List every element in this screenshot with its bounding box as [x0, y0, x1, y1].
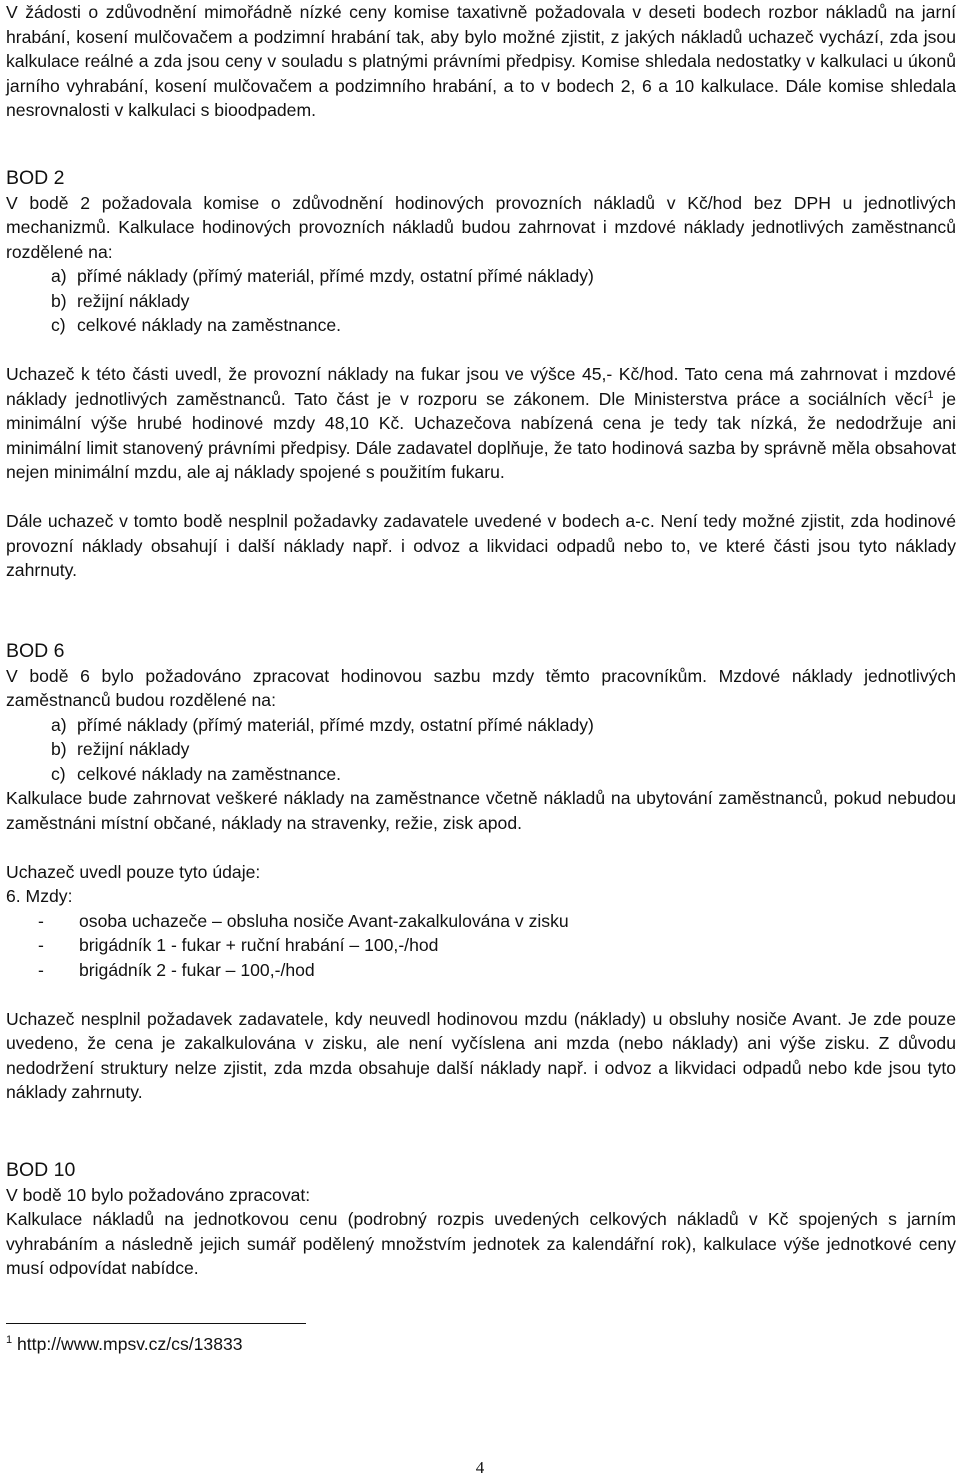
list-marker: -: [38, 935, 44, 955]
bod10-heading: BOD 10: [6, 1158, 76, 1181]
bod6-paragraph-2: Kalkulace bude zahrnovat veškeré náklady na zaměstnance včetně nákladů na ubytování zaměstnanců, pokud nebudou zaměstnáni místní občané, náklady na stravenky, režie, zisk apod.: [6, 788, 956, 833]
list-item: [6, 713, 956, 738]
list-text: osoba uchazeče – obsluha nosiče Avant-zakalkulována v zisku: [79, 910, 569, 931]
bod2-paragraph-1: V bodě 2 požadovala komise o zdůvodnění hodinových provozních nákladů v Kč/hod bez DPH u jednotlivých mechanizmů. Kalkulace hodinových provozních nákladů budou zahrnovat i mzdové náklady jednotlivých zaměstnanců rozdělené na:: [6, 192, 956, 262]
list-item: [6, 313, 956, 338]
document-page: [6, 0, 956, 1356]
bod6-paragraph-1: V bodě 6 bylo požadováno zpracovat hodinovou sazbu mzdy těmto pracovníkům. Mzdové náklady jednotlivých zaměstnanců budou rozdělené na:: [6, 665, 956, 710]
list-text: režijní náklady: [77, 739, 190, 759]
list-text: přímé náklady (přímý materiál, přímé mzdy, ostatní přímé náklady): [77, 714, 594, 735]
list-marker: -: [38, 910, 44, 931]
list-text: brigádník 2 - fukar – 100,-/hod: [79, 959, 315, 980]
bod2-heading: BOD 2: [6, 166, 65, 189]
bod6-paragraph-3: Uchazeč uvedl pouze tyto údaje:: [6, 861, 261, 882]
list-item: [6, 289, 956, 314]
bod6-wage-list: [6, 909, 956, 983]
footnote-separator: [6, 1323, 306, 1324]
list-text: režijní náklady: [77, 290, 190, 311]
list-item: [6, 762, 956, 787]
list-text: celkové náklady na zaměstnance.: [77, 315, 342, 335]
page-number: 4: [475, 1458, 485, 1477]
list-marker: c): [51, 763, 66, 784]
bod10-paragraph-1: V bodě 10 bylo požadováno zpracovat:: [6, 1184, 311, 1205]
bod6-paragraph-5: Uchazeč nesplnil požadavek zadavatele, kdy neuvedl hodinovou mzdu (náklady) u obsluhy nosiče Avant. Je zde pouze uvedeno, že cena je zakalkulována v zisku, ale není vyčíslena ani mzda (nebo náklady) ani výše zisku. Z důvodu nedodržení struktury nelze zjistit, zda mzda obsahuje další náklady např. i odvoz a likvidaci odpadů nebo kde jsou tyto náklady zahrnuty.: [6, 1008, 956, 1102]
intro-paragraph: V žádosti o zdůvodnění mimořádně nízké ceny komise taxativně požadovala v deseti bodech rozbor nákladů na jarní hrabání, kosení mulčovačem a podzimní hrabání tak, aby bylo možné zjistit, z jakých nákladů uchazeč vychází, zda jsou kalkulace reálné a zda jsou ceny v souladu s platnými právními předpisy. Komise shledala nedostatky v kalkulaci u úkonů jarního vyhrabání, kosení mulčovačem a podzimního hrabání, a to v bodech 2, 6 a 10 kalkulace. Dále komise shledala nesrovnalosti v kalkulaci s bioodpadem.: [6, 2, 956, 120]
list-text: celkové náklady na zaměstnance.: [77, 763, 342, 784]
list-item: [6, 933, 956, 958]
bod6-heading: BOD 6: [6, 639, 65, 662]
bod2-paragraph-2-start: Uchazeč k této části uvedl, že provozní náklady na fukar jsou ve výšce 45,- Kč/hod. Tato cena má zahrnovat i mzdové náklady jednotlivých zaměstnanců. Tato část je v rozporu se zákonem. Dle Ministerstva práce a sociálních věcí: [6, 364, 956, 409]
bod6-paragraph-4: 6. Mzdy:: [6, 886, 73, 906]
list-item: [6, 737, 956, 762]
list-text: přímé náklady (přímý materiál, přímé mzdy, ostatní přímé náklady): [77, 266, 594, 286]
list-marker: b): [51, 739, 67, 759]
footnote-marker: 1: [6, 1333, 13, 1346]
bod2-paragraph-2-end: je minimální výše hrubé hodinové mzdy 48,10 Kč. Uchazečova nabízená cena je tedy tak nízká, že nedodržuje ani minimální limit stanovený právními předpisy. Dále zadavatel doplňuje, že tato hodinová sazba by správně měla obsahovat nejen minimální mzdu, ale aj náklady spojené s použitím fukaru.: [6, 388, 956, 482]
bod10-paragraph-2: Kalkulace nákladů na jednotkovou cenu (podrobný rozpis uvedených celkových nákladů v Kč spojených s jarním vyhrabáním a následně jejich sumář podělený množstvím jednotek za kalendářní rok), kalkulace výše jednotkové ceny musí odpovídat nabídce.: [6, 1209, 956, 1278]
bod2-cost-list: [6, 264, 956, 338]
list-item: [6, 958, 956, 983]
list-marker: c): [51, 315, 66, 335]
bod2-paragraph-3: Dále uchazeč v tomto bodě nesplnil požadavky zadavatele uvedené v bodech a-c. Není tedy možné zjistit, zda hodinové provozní náklady obsahují i další náklady např. i odvoz a likvidaci odpadů nebo to, ve které části jsou tyto náklady zahrnuty.: [6, 511, 956, 580]
list-item: [6, 909, 956, 934]
footnote-reference: 1: [927, 388, 934, 401]
footnote-link[interactable]: http://www.mpsv.cz/cs/13833: [12, 1333, 243, 1354]
list-marker: -: [38, 959, 44, 980]
list-marker: b): [51, 290, 67, 311]
footnote: [6, 1332, 956, 1357]
list-marker: a): [51, 714, 67, 735]
list-item: [6, 264, 956, 289]
list-text: brigádník 1 - fukar + ruční hrabání – 100,-/hod: [79, 935, 439, 955]
bod2-paragraph-2: [6, 362, 956, 485]
bod6-cost-list: [6, 713, 956, 787]
list-marker: a): [51, 266, 67, 286]
